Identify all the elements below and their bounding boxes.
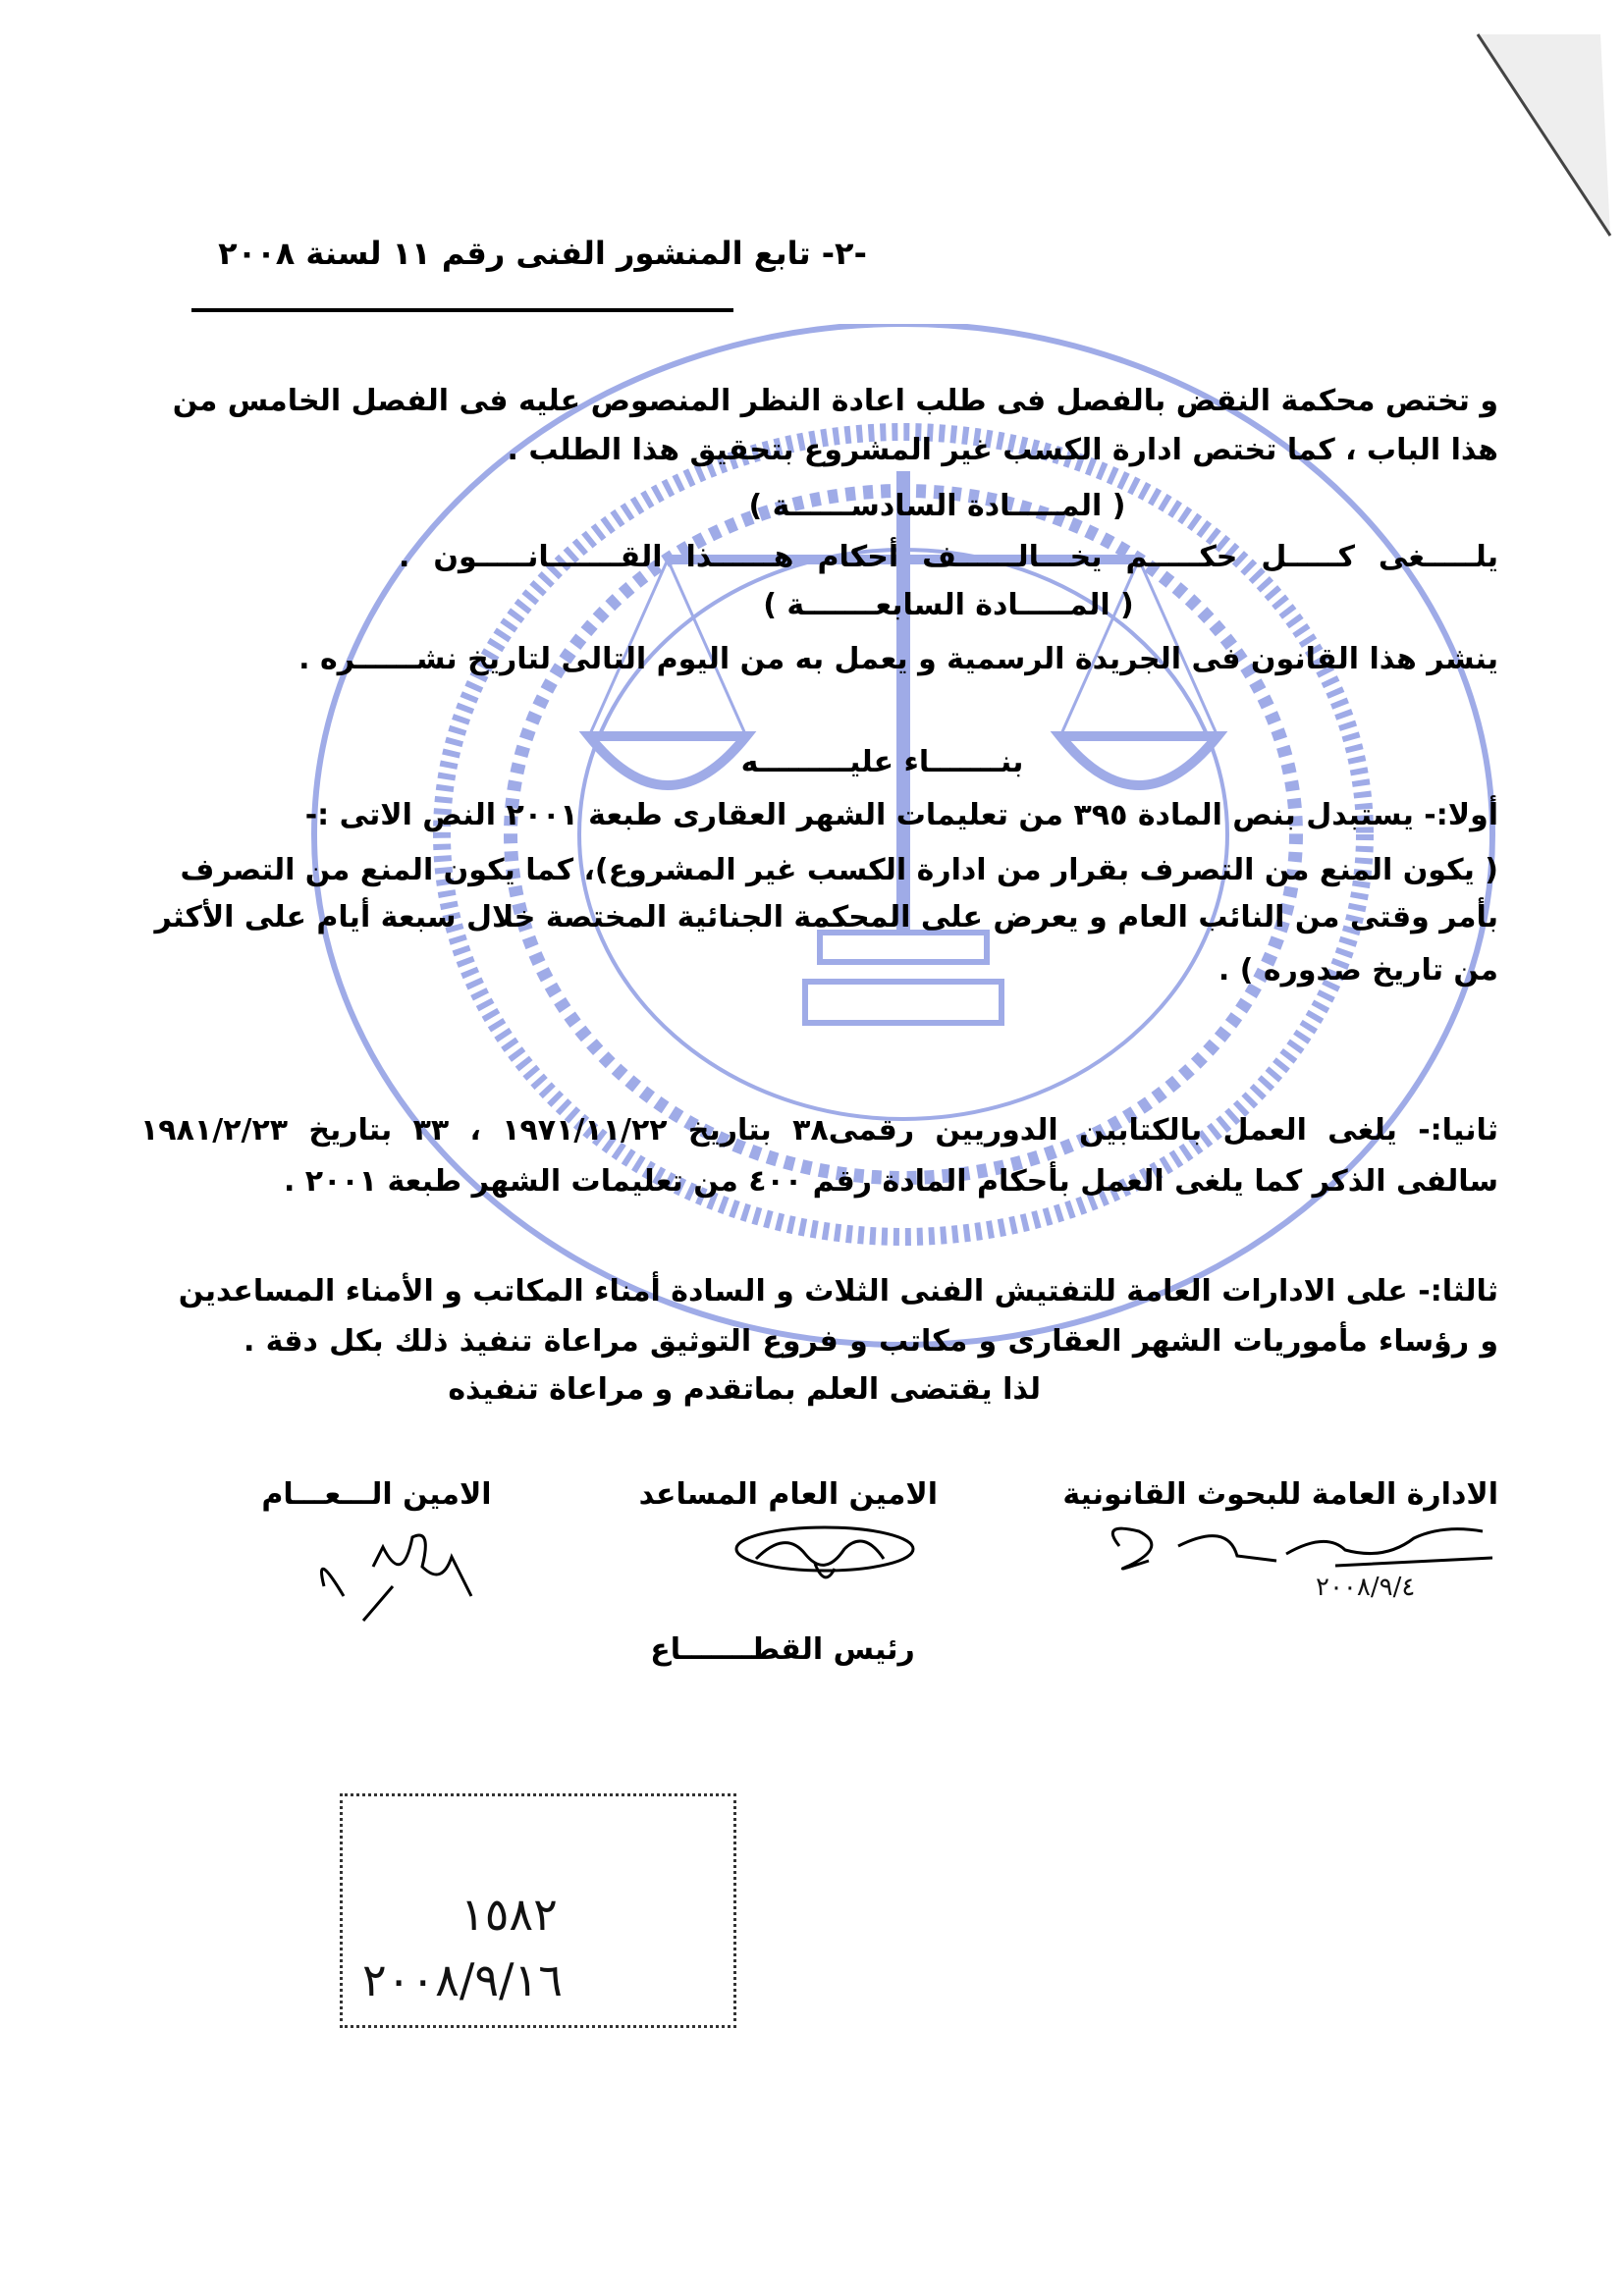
scan-corner-fold <box>1473 29 1624 245</box>
paragraph-line: هذا الباب ، كما تختص ادارة الكسب غير المشروع بتحقيق هذا الطلب . <box>507 433 1498 467</box>
article-7-heading: ( المـــــادة السابعـــــــة ) <box>763 588 1134 622</box>
signature-title-sector-head: رئيس القطـــــــاع <box>650 1632 915 1667</box>
stamp-date: ٢٠٠٨/٩/١٦ <box>362 1953 563 2006</box>
signature-legal-research <box>1090 1517 1512 1575</box>
first-clause-line: بأمر وقتى من النائب العام و يعرض على المحكمة الجنائية المختصة خلال سبعة أيام على الأكثر <box>154 900 1498 934</box>
second-clause-line: سالفى الذكر كما يلغى العمل بأحكام المادة رقم ٤٠٠ من تعليمات الشهر طبعة ٢٠٠١ . <box>283 1164 1498 1199</box>
first-clause-line: من تاريخ صدوره ) . <box>1218 953 1498 988</box>
article-6-heading: ( المـــــادة السادســــــة ) <box>748 489 1126 523</box>
signature-assistant-secretary <box>727 1520 923 1598</box>
first-clause-line: ( يكون المنع من التصرف بقرار من ادارة الكسب غير المشروع)، كما يكون المنع من التصرف <box>180 853 1498 887</box>
third-clause-line: و رؤساء مأموريات الشهر العقارى و مكاتب و فروع التوثيق مراعاة تنفيذ ذلك بكل دقة . <box>244 1324 1498 1359</box>
first-clause-line: أولا:- يستبدل بنص المادة ٣٩٥ من تعليمات الشهر العقارى طبعة ٢٠٠١ النص الاتى :- <box>304 798 1498 832</box>
signature-secretary-general <box>314 1527 491 1626</box>
closing-line: لذا يقتضى العلم بماتقدم و مراعاة تنفيذه <box>448 1372 1041 1407</box>
received-stamp <box>340 1793 736 2028</box>
page-header: -٢- تابع المنشور الفنى رقم ١١ لسنة ٢٠٠٨ <box>218 235 867 272</box>
article-6-text: يلـــــغى كـــــل حكـــــم يخـــالــــــف أحكام هــــــذا القـــــــانـــــون . <box>399 540 1498 574</box>
signature-date: ٢٠٠٨/٩/٤ <box>1316 1573 1416 1602</box>
second-clause-line: ثانيا:- يلغى العمل بالكتابين الدوريين رقمى٣٨ بتاريخ ١٩٧١/١١/٢٢ ، ٣٣ بتاريخ ١٩٨١/٢/٢٣ <box>140 1113 1498 1148</box>
law-hub-watermark-seal <box>283 324 1512 1364</box>
header-underline <box>191 308 733 312</box>
signature-title-secretary-general: الامين الـــعـــام <box>261 1477 492 1512</box>
third-clause-line: ثالثا:- على الادارات العامة للتفتيش الفنى الثلاث و السادة أمناء المكاتب و الأمناء المساعدين <box>178 1274 1498 1308</box>
based-on-heading: بنـــــــاء عليـــــــــه <box>740 745 1024 779</box>
paragraph-line: و تختص محكمة النقض بالفصل فى طلب اعادة النظر المنصوص عليه فى الفصل الخامس من <box>172 384 1498 418</box>
signature-title-legal-research: الادارة العامة للبحوث القانونية <box>1062 1477 1498 1512</box>
article-7-text: ينشر هذا القانون فى الجريدة الرسمية و يعمل به من اليوم التالى لتاريخ نشــــــره . <box>298 642 1498 676</box>
signature-title-assistant-secretary: الامين العام المساعد <box>638 1477 938 1512</box>
stamp-number: ١٥٨٢ <box>460 1888 558 1941</box>
